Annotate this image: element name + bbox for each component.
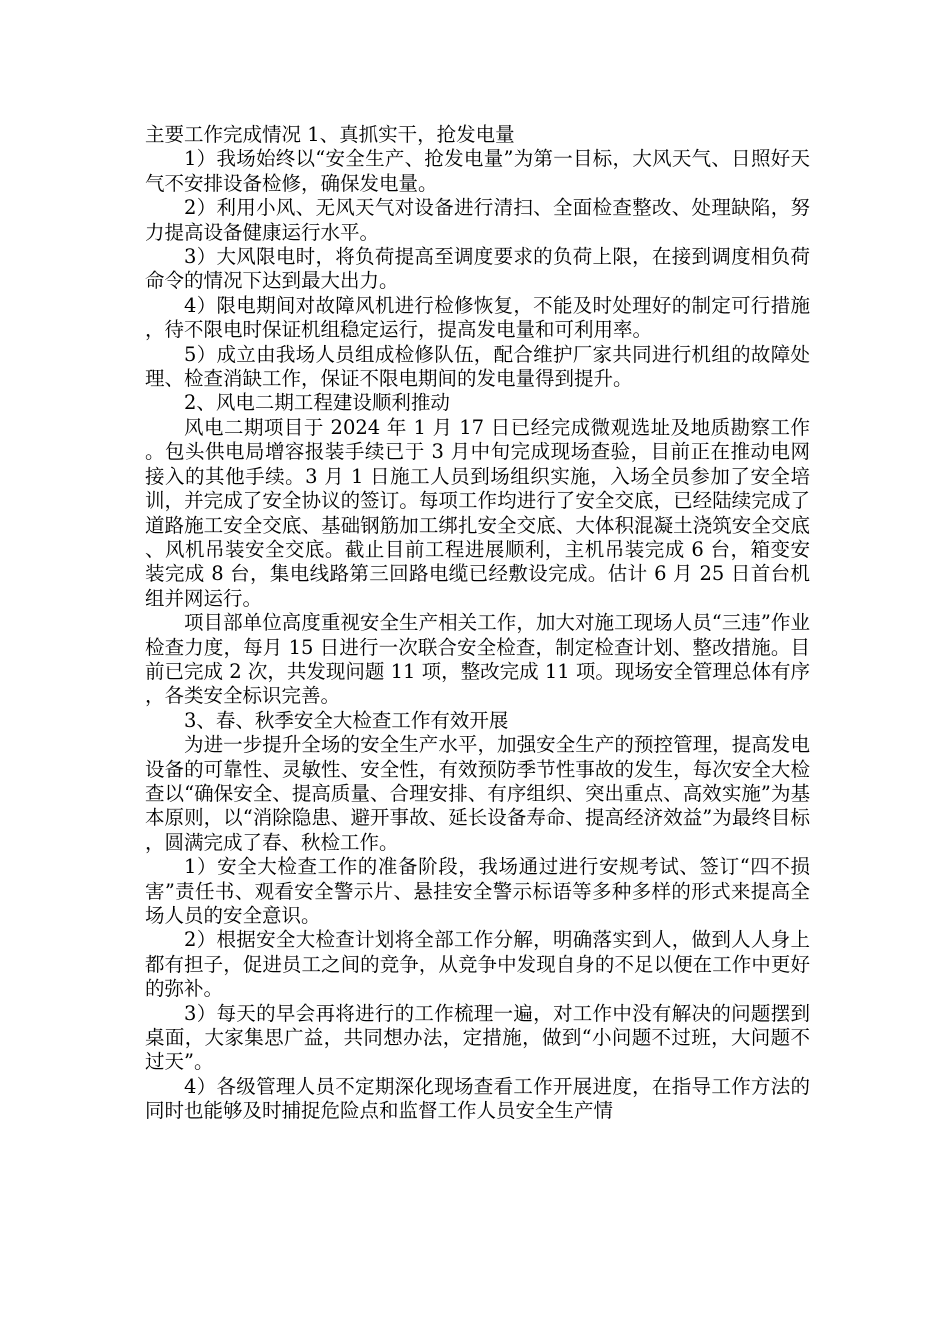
- list-item-2: 2）利用小风、无风天气对设备进行清扫、全面检查整改、处理缺陷，努力提高设备健康运行水平。: [145, 196, 810, 244]
- list-item-1: 1）安全大检查工作的准备阶段，我场通过进行安规考试、签订“四不损害”责任书、观看安全警示片、悬挂安全警示标语等多种多样的形式来提高全场人员的安全意识。: [145, 855, 810, 927]
- list-item-5: 5）成立由我场人员组成检修队伍，配合维护厂家共同进行机组的故障处理、检查消缺工作，保证不限电期间的发电量得到提升。: [145, 342, 810, 391]
- section-heading-3: 3、春、秋季安全大检查工作有效开展: [184, 708, 509, 732]
- body-paragraph: 项目部单位高度重视安全生产相关工作，加大对施工现场人员“三违”作业检查力度，每月 15 日进行一次联合安全检查，制定检查计划、整改措施。目前已完成 2 次，共发现问题 11 项，整改完成 11 项。现场安全管理总体有序，各类安全标识完善。: [145, 611, 810, 708]
- section-heading-1: 主要工作完成情况 1、真抓实干，抢发电量: [145, 123, 515, 146]
- list-item-4: 4）各级管理人员不定期深化现场查看工作开展进度，在指导工作方法的同时也能够及时捕捉危险点和监督工作人员安全生产情: [145, 1074, 810, 1123]
- document-page: [145, 123, 810, 1124]
- body-paragraph: 为进一步提升全场的安全生产水平，加强安全生产的预控管理，提高发电设备的可靠性、灵敏性、安全性，有效预防季节性事故的发生，每次安全大检查以“确保安全、提高质量、合理安排、有序组织、突出重点、高效实施”为基本原则，以“消除隐患、避开事故、延长设备寿命、提高经济效益”为最终目标，圆满完成了春、秋检工作。: [145, 733, 810, 854]
- list-item-2: 2）根据安全大检查计划将全部工作分解，明确落实到人，做到人人身上都有担子，促进员工之间的竞争，从竞争中发现自身的不足以便在工作中更好的弥补。: [145, 928, 810, 1001]
- body-paragraph: 风电二期项目于 2024 年 1 月 17 日已经完成微观选址及地质勘察工作。包头供电局增容报装手续已于 3 月中旬完成现场查验，目前正在推动电网接入的其他手续。3 月 1 日施工人员到场组织实施，入场全员参加了安全培训，并完成了安全协议的签订。每项工作均进行了安全交底，已经陆续完成了道路施工安全交底、基础钢筋加工绑扎安全交底、大体积混凝土浇筑安全交底、风机吊装安全交底。截止目前工程进展顺利，主机吊装完成 6 台，箱变安装完成 8 台，集电线路第三回路电缆已经敷设完成。估计 6 月 25 日首台机组并网运行。: [145, 415, 810, 610]
- list-item-1: 1）我场始终以“安全生产、抢发电量”为第一目标，大风天气、日照好天气不安排设备检修，确保发电量。: [145, 147, 810, 195]
- list-item-3: 3）每天的早会再将进行的工作梳理一遍，对工作中没有解决的问题摆到桌面，大家集思广益，共同想办法，定措施，做到“小问题不过班，大问题不过天”。: [145, 1001, 810, 1074]
- list-item-3: 3）大风限电时，将负荷提高至调度要求的负荷上限，在接到调度相负荷命令的情况下达到最大出力。: [145, 245, 810, 293]
- section-heading-2: 2、风电二期工程建设顺利推动: [184, 391, 450, 415]
- list-item-4: 4）限电期间对故障风机进行检修恢复，不能及时处理好的制定可行措施，待不限电时保证机组稳定运行，提高发电量和可利用率。: [145, 293, 810, 342]
